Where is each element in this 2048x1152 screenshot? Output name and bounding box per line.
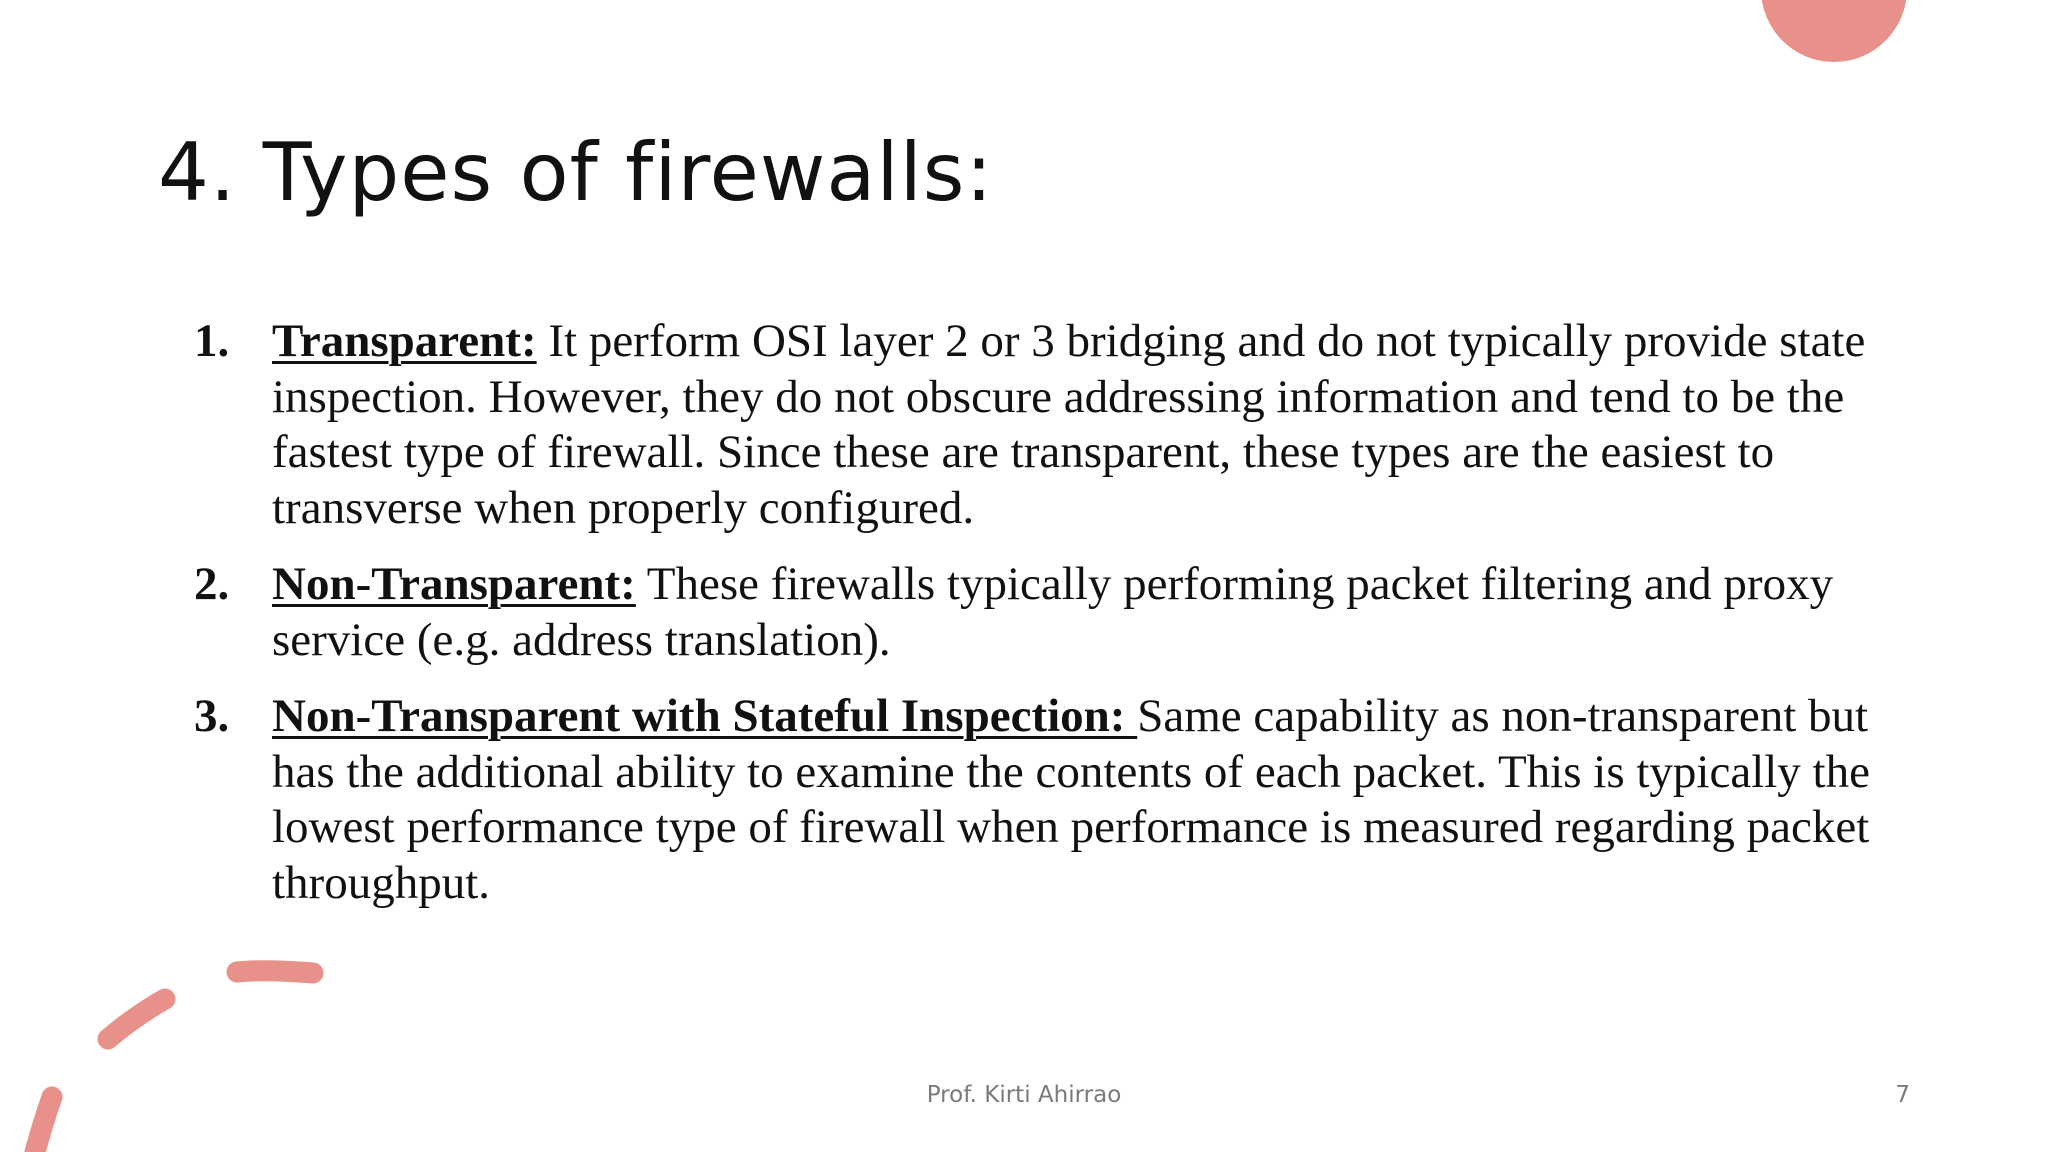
list-item-text: It perform OSI layer 2 or 3 bridging and do not typically provide state inspection. However, they do not obscure addressing information and tend to be the fastest type of firewall. Since these are transparent, these types are the easiest to transverse when properly configured. xyxy=(272,315,1866,534)
firewall-types-list xyxy=(194,314,1914,932)
list-item-non-transparent xyxy=(194,557,1914,668)
list-item-transparent xyxy=(194,314,1914,536)
list-item-text: These firewalls typically performing packet filtering and proxy service (e.g. address translation). xyxy=(272,558,1834,666)
list-item-number: 1. xyxy=(194,315,230,367)
footer-author: Prof. Kirti Ahirrao xyxy=(926,1082,1122,1108)
list-item-term: Non-Transparent: xyxy=(272,558,636,610)
list-item-term: Non-Transparent with Stateful Inspection: xyxy=(272,690,1138,742)
list-item-text: Same capability as non-transparent but has the additional ability to examine the contents of each packet. This is typically the lowest performance type of firewall when performance is measured regarding packet throughput. xyxy=(272,690,1870,909)
list-item-term: Transparent: xyxy=(272,315,537,367)
page-number: 7 xyxy=(1895,1082,1910,1108)
list-item-number: 3. xyxy=(194,690,230,742)
circle-decoration-icon xyxy=(1761,0,1907,62)
list-item-number: 2. xyxy=(194,558,230,610)
list-item-stateful-inspection xyxy=(194,689,1914,911)
page-title: 4. Types of firewalls: xyxy=(158,126,994,219)
